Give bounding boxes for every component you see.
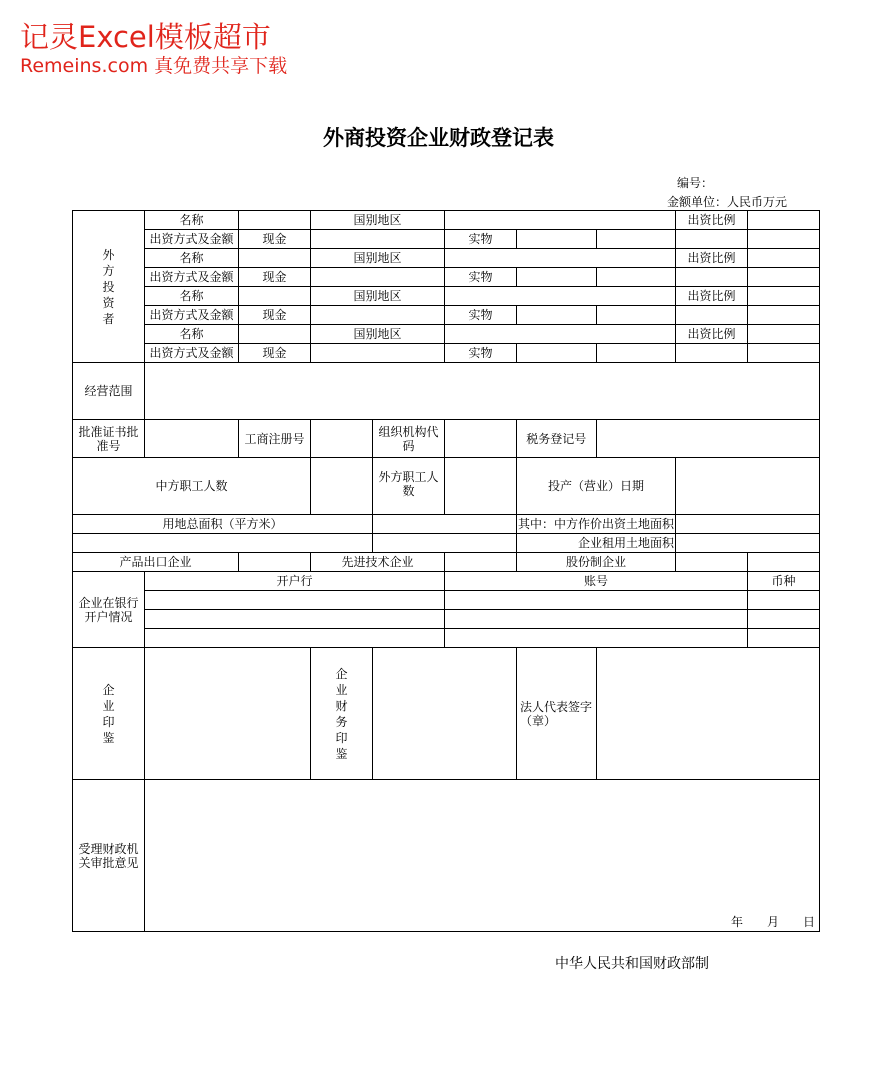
legal-rep-signature-field[interactable] [596,648,820,780]
land-total-field[interactable] [373,515,517,534]
country-label: 国别地区 [311,211,445,230]
watermark-title: 记灵Excel模板超市 [20,20,271,54]
bank-field[interactable] [145,610,445,629]
country-label: 国别地区 [311,287,445,306]
business-reg-no-field[interactable] [311,420,373,458]
land-rented-field[interactable] [676,534,820,553]
ratio-field[interactable] [748,211,820,230]
blank-cell[interactable] [596,230,676,249]
country-label: 国别地区 [311,325,445,344]
method-label: 出资方式及金额 [145,306,239,325]
in-kind-field[interactable] [517,268,597,287]
amount-unit-label: 金额单位：人民币万元 [667,195,788,209]
chinese-staff-field[interactable] [311,458,373,515]
investor-name-field[interactable] [239,249,311,268]
shareholding-field[interactable] [676,553,748,572]
account-column-header: 账号 [445,572,748,591]
business-scope-label: 经营范围 [73,363,145,420]
investor-name-row [73,287,820,306]
registration-form-table [72,210,820,932]
advanced-tech-field[interactable] [445,553,517,572]
finance-seal-field[interactable] [373,648,517,780]
blank-cell[interactable] [73,534,373,553]
page-title: 外商投资企业财政登记表 [323,125,554,150]
export-enterprise-field[interactable] [239,553,311,572]
ratio-label: 出资比例 [676,211,748,230]
cash-label: 现金 [239,230,311,249]
business-scope-field[interactable] [145,363,820,420]
ratio-label: 出资比例 [676,325,748,344]
country-label: 国别地区 [311,249,445,268]
bank-row [73,610,820,629]
in-kind-label: 实物 [445,344,517,363]
seals-row [73,648,820,780]
staff-row [73,458,820,515]
land-chinese-contribution-field[interactable] [676,515,820,534]
country-field[interactable] [445,325,676,344]
start-date-field[interactable] [676,458,820,515]
country-field[interactable] [445,287,676,306]
blank-cell[interactable] [748,553,820,572]
blank-cell[interactable] [748,306,820,325]
account-field[interactable] [445,629,748,648]
land-area-row [73,515,820,534]
enterprise-seal-label: 企业印鉴 [73,648,145,780]
currency-column-header: 币种 [748,572,820,591]
in-kind-label: 实物 [445,230,517,249]
foreign-staff-label: 外方职工人数 [373,458,445,515]
investor-name-row [73,249,820,268]
investor-name-row [73,211,820,230]
start-date-label: 投产（营业）日期 [517,458,676,515]
approval-opinion-field[interactable] [145,780,820,932]
investor-name-row [73,325,820,344]
bank-row [73,591,820,610]
investor-method-row [73,268,820,287]
blank-cell[interactable] [676,344,748,363]
bank-field[interactable] [145,591,445,610]
blank-cell[interactable] [748,268,820,287]
watermark-subtitle: Remeins.com 真免费共享下载 [20,55,288,77]
cash-field[interactable] [311,344,445,363]
currency-field[interactable] [748,610,820,629]
land-chinese-contribution-label: 其中：中方作价出资土地面积 [517,515,676,534]
cash-field[interactable] [311,268,445,287]
investor-method-row [73,230,820,249]
registration-numbers-row [73,420,820,458]
in-kind-label: 实物 [445,306,517,325]
blank-cell[interactable] [596,268,676,287]
investor-name-label: 名称 [145,211,239,230]
enterprise-seal-field[interactable] [145,648,311,780]
account-field[interactable] [445,610,748,629]
investor-name-field[interactable] [239,211,311,230]
enterprise-type-row [73,553,820,572]
blank-cell[interactable] [748,230,820,249]
cash-field[interactable] [311,306,445,325]
land-rented-label: 企业租用土地面积 [517,534,676,553]
org-code-label: 组织机构代码 [373,420,445,458]
chinese-staff-label: 中方职工人数 [73,458,311,515]
export-enterprise-label: 产品出口企业 [73,553,239,572]
bank-row [73,629,820,648]
cash-label: 现金 [239,268,311,287]
shareholding-label: 股份制企业 [517,553,676,572]
ratio-field[interactable] [748,325,820,344]
ratio-label: 出资比例 [676,287,748,306]
currency-field[interactable] [748,591,820,610]
investor-name-label: 名称 [145,325,239,344]
ratio-label: 出资比例 [676,249,748,268]
approval-no-label: 批准证书批准号 [73,420,145,458]
in-kind-label: 实物 [445,268,517,287]
blank-cell[interactable] [748,344,820,363]
in-kind-field[interactable] [517,230,597,249]
in-kind-field[interactable] [517,306,597,325]
footer-issuer: 中华人民共和国财政部制 [555,956,709,972]
advanced-tech-label: 先进技术企业 [311,553,445,572]
blank-cell[interactable] [676,306,748,325]
land-total-label: 用地总面积（平方米） [73,515,373,534]
blank-cell[interactable] [596,344,676,363]
account-field[interactable] [445,591,748,610]
legal-rep-signature-label: 法人代表签字（章） [517,648,597,780]
tax-no-field[interactable] [596,420,820,458]
investor-name-label: 名称 [145,287,239,306]
foreign-staff-field[interactable] [445,458,517,515]
bank-field[interactable] [145,629,445,648]
cash-field[interactable] [311,230,445,249]
currency-field[interactable] [748,629,820,648]
bank-section-label: 企业在银行开户情况 [73,572,145,648]
blank-cell[interactable] [676,230,748,249]
bank-header-row [73,572,820,591]
blank-cell[interactable] [596,306,676,325]
blank-cell[interactable] [373,534,517,553]
method-label: 出资方式及金额 [145,230,239,249]
ratio-field[interactable] [748,249,820,268]
approval-no-field[interactable] [145,420,239,458]
org-code-field[interactable] [445,420,517,458]
tax-no-label: 税务登记号 [517,420,597,458]
land-rent-row [73,534,820,553]
country-field[interactable] [445,211,676,230]
business-scope-row [73,363,820,420]
approval-opinion-row [73,780,820,932]
method-label: 出资方式及金额 [145,344,239,363]
bank-column-header: 开户行 [145,572,445,591]
approval-date-label: 年 月 日 [731,915,816,929]
investor-method-row [73,344,820,363]
approval-opinion-label: 受理财政机关审批意见 [73,780,145,932]
investor-name-field[interactable] [239,325,311,344]
blank-cell[interactable] [676,268,748,287]
cash-label: 现金 [239,344,311,363]
finance-seal-label: 企业财务印鉴 [311,648,373,780]
foreign-investor-section: 外方投资者 [73,211,145,363]
investor-name-label: 名称 [145,249,239,268]
cash-label: 现金 [239,306,311,325]
ratio-field[interactable] [748,287,820,306]
number-label: 编号： [677,176,714,190]
in-kind-field[interactable] [517,344,597,363]
investor-name-field[interactable] [239,287,311,306]
investor-method-row [73,306,820,325]
country-field[interactable] [445,249,676,268]
method-label: 出资方式及金额 [145,268,239,287]
business-reg-no-label: 工商注册号 [239,420,311,458]
